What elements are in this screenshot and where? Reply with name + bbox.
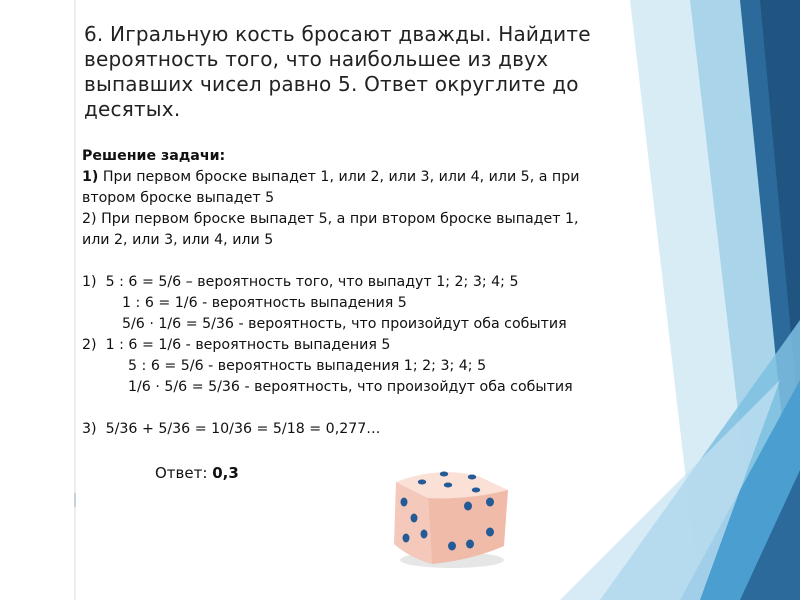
case-2-line-1: 2) При первом броске выпадет 5, а при втором броске выпадет 1, bbox=[82, 211, 579, 227]
case-1-number: 1) bbox=[82, 169, 99, 185]
step-3: 3) 5/36 + 5/36 = 10/36 = 5/18 = 0,277… bbox=[82, 421, 381, 437]
step-2-a: 2) 1 : 6 = 1/6 - вероятность выпадения 5 bbox=[82, 337, 391, 353]
solution-heading: Решение задачи: bbox=[82, 148, 226, 164]
spacer bbox=[82, 251, 722, 272]
case-1-text: При первом броске выпадет 1, или 2, или 3, или 4, или 5, а при bbox=[98, 169, 580, 185]
case-2-line-2: или 2, или 3, или 4, или 5 bbox=[82, 232, 274, 248]
step-1-a: 1) 5 : 6 = 5/6 – вероятность того, что выпадут 1; 2; 3; 4; 5 bbox=[82, 274, 519, 290]
answer-value: 0,3 bbox=[212, 464, 239, 482]
case-1-continuation: втором броске выпадет 5 bbox=[82, 190, 275, 206]
left-divider-tick bbox=[74, 493, 76, 507]
solution-block bbox=[82, 146, 722, 440]
problem-title: 6. Игральную кость бросают дважды. Найдите вероятность того, что наибольшее из двух выпавших чисел равно 5. Ответ округлите до десятых. bbox=[84, 22, 591, 121]
answer bbox=[155, 464, 239, 482]
step-1-b: 1 : 6 = 1/6 - вероятность выпадения 5 bbox=[122, 295, 407, 311]
spacer bbox=[82, 398, 722, 419]
step-2-c: 1/6 · 5/6 = 5/36 - вероятность, что произойдут оба события bbox=[128, 379, 573, 395]
die-icon bbox=[386, 460, 516, 570]
step-2-b: 5 : 6 = 5/6 - вероятность выпадения 1; 2; 3; 4; 5 bbox=[128, 358, 487, 374]
case-1 bbox=[82, 167, 722, 188]
answer-label: Ответ: bbox=[155, 464, 213, 482]
step-1-c: 5/6 · 1/6 = 5/36 - вероятность, что произойдут оба события bbox=[122, 316, 567, 332]
left-divider bbox=[74, 0, 76, 600]
